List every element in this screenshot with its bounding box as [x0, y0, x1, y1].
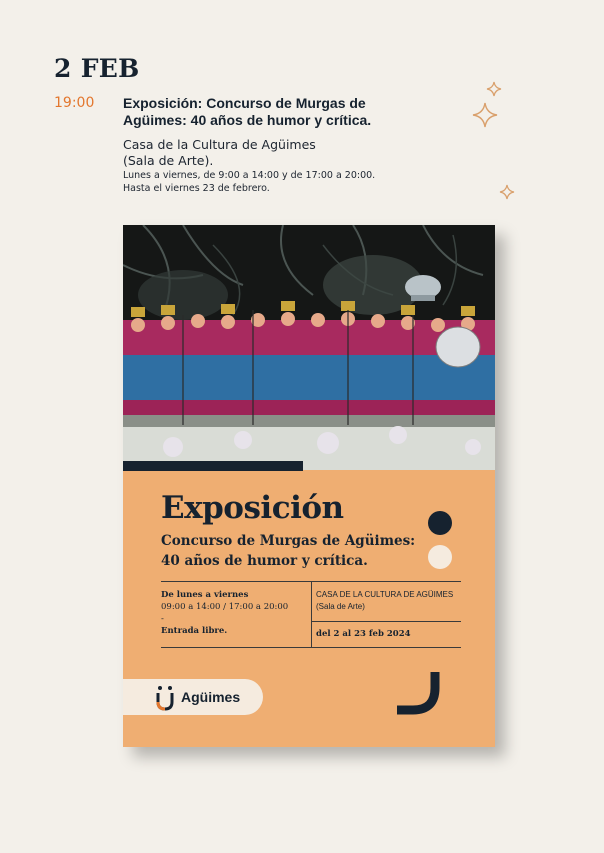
poster-venue-line2: (Sala de Arte) [316, 602, 365, 611]
poster-subtitle-line1: Concurso de Murgas de Agüimes: [161, 533, 416, 549]
event-title[interactable] [123, 95, 423, 129]
poster-subtitle [161, 531, 431, 571]
poster-dash: - [161, 614, 164, 624]
event-title-line1: Exposición: Concurso de Murgas de [123, 95, 366, 111]
poster-venue-line1: CASA DE LA CULTURA DE AGÜIMES [316, 590, 454, 599]
accent-bar [123, 461, 303, 471]
decorative-dot [428, 511, 452, 535]
poster-hours: 09:00 a 14:00 / 17:00 a 20:00 [161, 602, 289, 612]
murga-group-photo [123, 225, 495, 470]
poster-days: De lunes a viernes [161, 590, 249, 600]
event-poster[interactable] [123, 225, 495, 747]
poster-heading: Exposición [161, 490, 344, 526]
event-details [123, 95, 423, 195]
decorative-dot [428, 545, 452, 569]
sparkle-icon [486, 81, 502, 97]
event-date: 2 FEB [54, 54, 140, 83]
sparkle-icon [472, 102, 498, 128]
event-time: 19:00 [54, 95, 95, 111]
event-venue-line2: (Sala de Arte). [123, 153, 214, 168]
u-umlaut-logo-icon [155, 685, 175, 711]
poster-schedule [161, 589, 306, 637]
event-venue-line1: Casa de la Cultura de Agüimes [123, 137, 316, 152]
event-title-line2: Agüimes: 40 años de humor y crítica. [123, 112, 372, 128]
event-hours-line1: Lunes a viernes, de 9:00 a 14:00 y de 17:00 a 20:00. [123, 170, 376, 181]
hook-shape-icon [395, 670, 443, 718]
aguimes-logo [123, 679, 263, 715]
event-hours-line2: Hasta el viernes 23 de febrero. [123, 183, 270, 194]
event-hours [123, 169, 423, 195]
event-venue [123, 137, 423, 169]
divider [161, 647, 461, 648]
poster-subtitle-line2: 40 años de humor y crítica. [161, 553, 368, 569]
poster-venue [316, 589, 466, 613]
divider [311, 621, 461, 622]
sparkle-icon [499, 184, 515, 200]
poster-entry: Entrada libre. [161, 626, 228, 636]
divider [311, 581, 312, 647]
poster-dates: del 2 al 23 feb 2024 [316, 629, 411, 639]
logo-text: Agüimes [181, 689, 241, 705]
